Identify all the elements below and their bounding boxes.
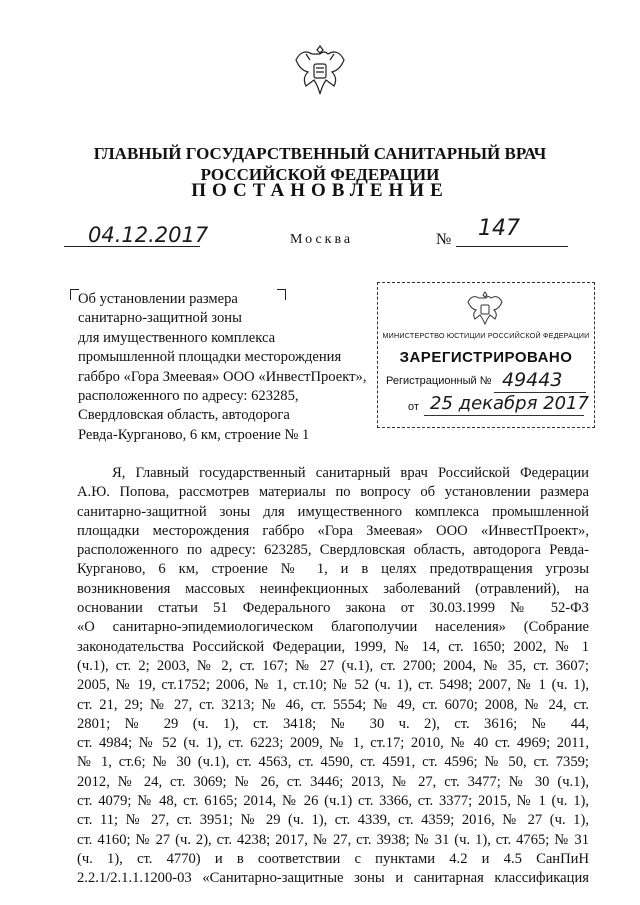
subject-line: промышленной площадки месторождения bbox=[78, 349, 342, 366]
body-line: А.Ю. Попова, рассмотрев материалы по вопросу об установлении размера bbox=[77, 484, 589, 501]
body-line: Я, Главный государственный санитарный врач Российской Федерации bbox=[112, 465, 589, 481]
body-line: «О санитарно-эпидемиологическом благополучии населения» (Собрание bbox=[77, 619, 589, 636]
subject-line: габбро «Гора Змеевая» ООО «ИнвестПроект», bbox=[78, 368, 367, 385]
subject-line: Об установлении размера bbox=[78, 291, 238, 307]
body-line: основании статьи 51 Федерального закона от 30.03.1999 № 52-ФЗ bbox=[77, 600, 589, 617]
subject-line: для имущественного комплекса bbox=[78, 329, 276, 346]
body-line: ст. 4079; № 48, ст. 6165; 2014, № 26 (ч.1) ст. 3366, ст. 3377; 2015, № 1 (ч. 1), bbox=[77, 793, 589, 810]
subject-line: Ревда-Курганово, 6 км, строение № 1 bbox=[78, 426, 310, 443]
subject-line: Свердловская область, автодорога bbox=[78, 407, 290, 424]
stamp-reg-number: 49443 bbox=[502, 369, 563, 391]
body-line: 2.2.1/2.1.1.1200-03 «Санитарно-защитные зоны и санитарная классификация bbox=[77, 870, 589, 887]
number-underline bbox=[456, 246, 568, 247]
document-date: 04.12.2017 bbox=[88, 223, 209, 247]
body-line: 2005, № 19, ст.1752; 2006, № 1, ст.10; № 52 (ч. 1), ст. 5498; 2007, № 1 (ч. 1), bbox=[77, 677, 589, 694]
coat-of-arms-icon bbox=[290, 40, 350, 102]
body-line: законодательства Российской Федерации, 1999, № 14, ст. 1650; 2002, № 1 bbox=[77, 638, 589, 655]
number-label: № bbox=[436, 231, 452, 248]
stamp-registered-label: ЗАРЕГИСТРИРОВАНО bbox=[399, 349, 573, 366]
body-line: Курганово, 6 км, строение № 1, и в целях предотвращения угрозы bbox=[77, 561, 589, 578]
subject-line: расположенного по адресу: 623285, bbox=[78, 388, 299, 405]
stamp-date-underline bbox=[424, 415, 584, 416]
stamp-emblem-icon bbox=[465, 289, 505, 329]
body-line: 2012, № 24, ст. 3069; № 26, ст. 3446; 2013, № 27, ст. 3477; № 30 (ч.1), bbox=[77, 773, 589, 790]
document-city: Москва bbox=[290, 232, 354, 247]
authority-title-line2: РОССИЙСКОЙ ФЕДЕРАЦИИ bbox=[200, 165, 440, 184]
body-line: расположенного по адресу: 623285, Свердловская область, автодорога Ревда- bbox=[77, 542, 589, 559]
subject-line: санитарно-защитной зоны bbox=[78, 310, 242, 327]
body-paragraph bbox=[77, 464, 589, 889]
document-type-title: ПОСТАНОВЛЕНИЕ bbox=[191, 180, 449, 201]
stamp-date: 25 декабря 2017 bbox=[430, 393, 589, 414]
document-number: 147 bbox=[478, 216, 520, 241]
body-line: (ч. 1), ст. 4770) и в соответствии с пунктами 4.2 и 4.5 СанПиН bbox=[77, 850, 589, 867]
body-line: ст. 4984; № 52 (ч. 1), ст. 6223; 2009, № 1, ст.17; 2010, № 40 ст. 4969; 2011, bbox=[77, 735, 589, 752]
subject-block bbox=[78, 290, 386, 445]
authority-title-line1: ГЛАВНЫЙ ГОСУДАРСТВЕННЫЙ САНИТАРНЫЙ ВРАЧ bbox=[93, 144, 547, 163]
stamp-ministry-name: МИНИСТЕРСТВО ЮСТИЦИИ РОССИЙСКОЙ ФЕДЕРАЦИИ bbox=[382, 331, 590, 340]
body-line: (ч.1), ст. 2; 2003, № 2, ст. 167; № 27 (ч.1), ст. 2700; 2004, № 35, ст. 3607; bbox=[77, 657, 589, 674]
body-line: ст. 11; № 27, ст. 3951; № 29 (ч. 1), ст. 4339, ст. 4359; 2016, № 27 (ч. 1), bbox=[77, 812, 589, 829]
body-line: санитарно-защитной зоны для имущественного комплекса промышленной bbox=[77, 503, 589, 520]
body-line: площадки месторождения габбро «Гора Змеевая» ООО «ИнвестПроект», bbox=[77, 522, 589, 539]
stamp-date-label: от bbox=[408, 401, 419, 413]
stamp-reg-number-label: Регистрационный № bbox=[386, 375, 492, 387]
body-line: ст. 4160; № 27 (ч. 2), ст. 4238; 2017, № 27, ст. 3938; № 31 (ч. 1), ст. 4765; № 31 bbox=[77, 831, 589, 848]
date-underline bbox=[64, 246, 200, 247]
body-line: ст. 21, 29; № 27, ст. 3213; № 46, ст. 5554; № 49, ст. 6070; 2008, № 24, ст. bbox=[77, 696, 589, 713]
body-line: возникновения массовых неинфекционных заболеваний (отравлений), на bbox=[77, 580, 589, 597]
registration-stamp bbox=[377, 282, 595, 428]
body-line: № 1, ст.6; № 30 (ч.1), ст. 4563, ст. 4590, ст. 4591, ст. 4596; № 50, ст. 7359; bbox=[77, 754, 589, 771]
body-line: 2801; № 29 (ч. 1), ст. 3418; № 30 ч. 2), ст. 3616; № 44, bbox=[77, 715, 589, 732]
